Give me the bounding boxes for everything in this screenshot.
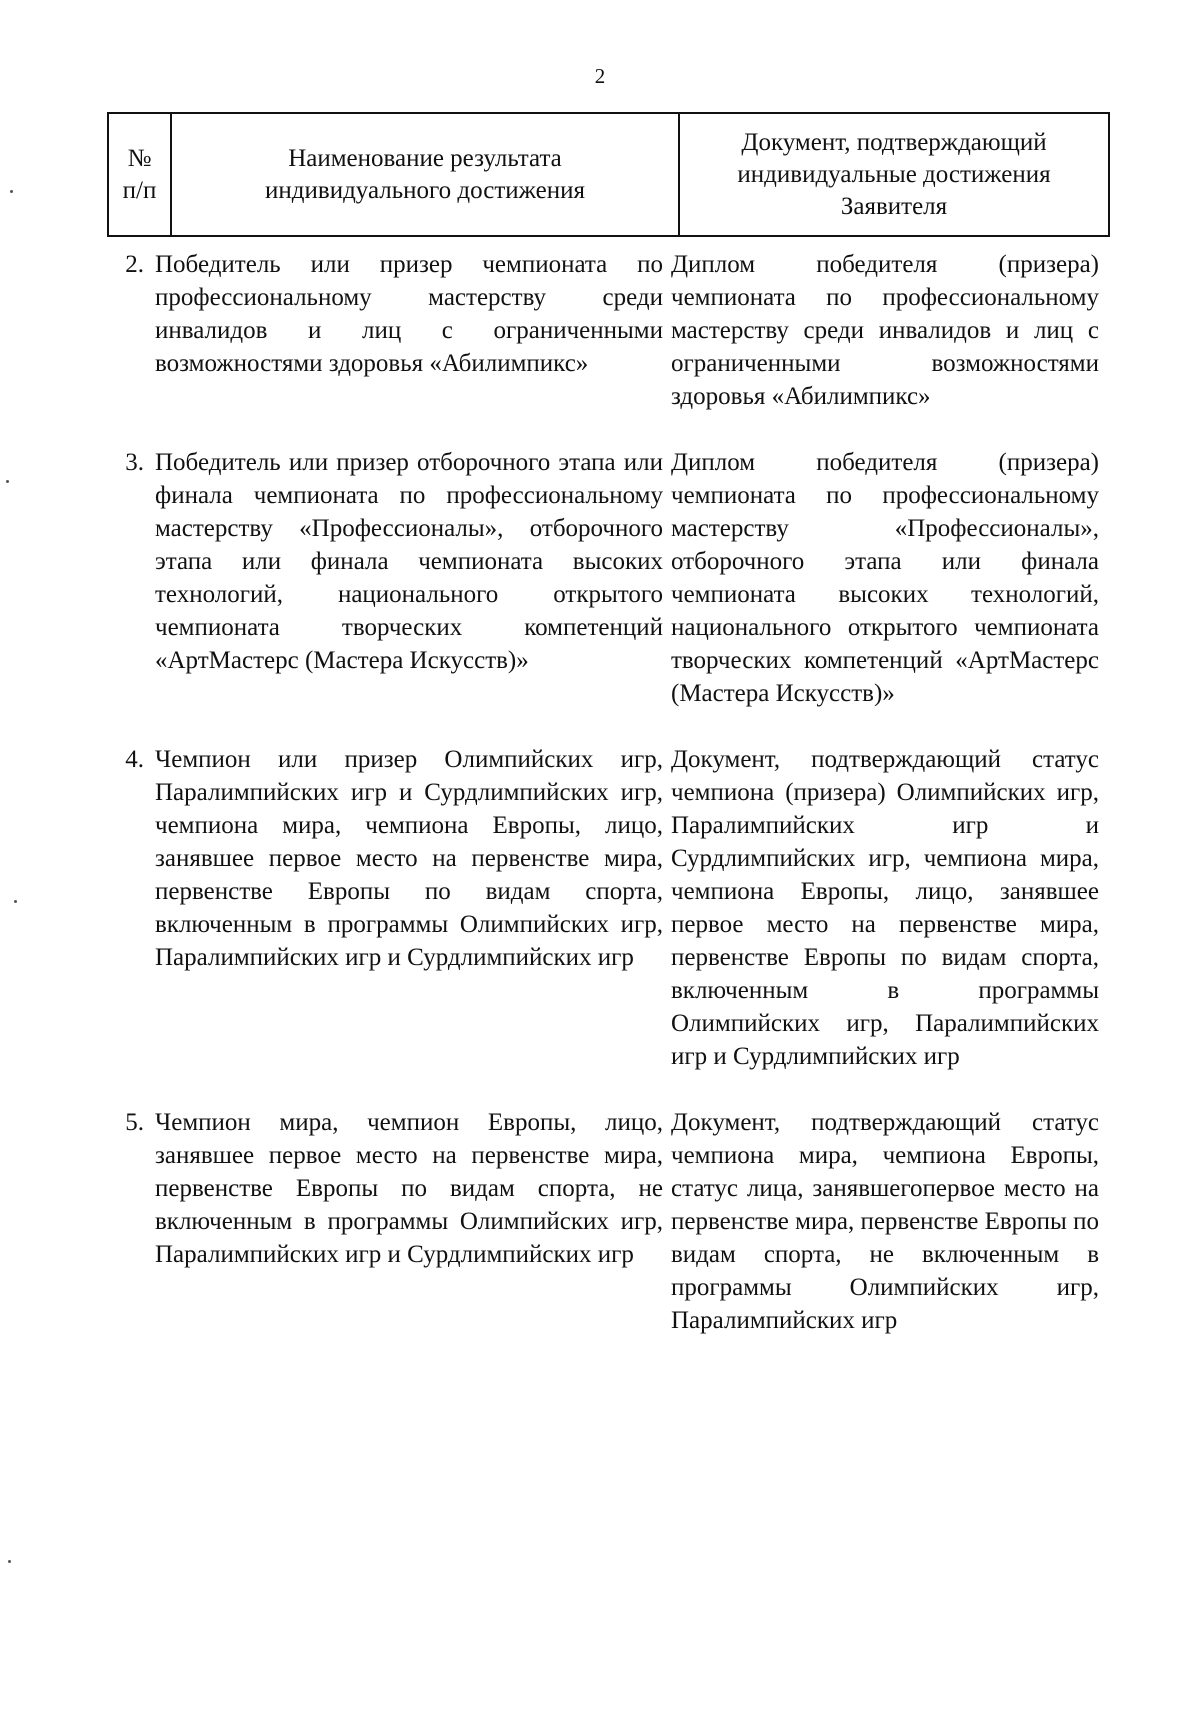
table-row <box>107 248 1110 413</box>
table-row <box>107 446 1110 710</box>
scan-speck <box>6 480 9 483</box>
row-confirming-document: Диплом победителя (призера) чемпионата по профессиональному мастерству среди инвалидов и лиц с ограниченными возможностями здоровья «Абилимпикс» <box>671 251 1099 410</box>
scan-speck <box>8 1560 11 1563</box>
table-body <box>107 248 1110 1337</box>
scan-speck <box>14 900 17 903</box>
row-number: 3. <box>125 449 144 476</box>
row-number: 5. <box>125 1109 144 1136</box>
page-number: 2 <box>594 64 606 88</box>
table-header <box>107 112 1110 237</box>
header-confirming-document: Документ, подтверждающий индивидуальные достижения Заявителя <box>737 128 1051 220</box>
row-confirming-document: Документ, подтверждающий статус чемпиона мира, чемпиона Европы, статус лица, занявшегопервое место на первенстве мира, первенстве Европы по видам спорта, не включенным в программы Олимпийских игр, Паралимпийских игр <box>671 1109 1099 1334</box>
header-number: № п/п <box>109 114 172 235</box>
row-achievement-name: Чемпион или призер Олимпийских игр, Паралимпийских игр и Сурдлимпийских игр, чемпиона мира, чемпиона Европы, лицо, занявшее первое место на первенстве мира, первенстве Европы по видам спорта, включенным в программы Олимпийских игр, Паралимпийских игр и Сурдлимпийских игр <box>155 746 663 971</box>
header-achievement-name: Наименование результата индивидуального достижения <box>172 114 680 235</box>
row-number: 2. <box>125 251 144 278</box>
row-number: 4. <box>125 746 144 773</box>
row-achievement-name: Победитель или призер чемпионата по профессиональному мастерству среди инвалидов и лиц с ограниченными возможностями здоровья «Абилимпикс» <box>155 251 663 377</box>
table-row <box>107 743 1110 1073</box>
table-row <box>107 1106 1110 1337</box>
row-achievement-name: Победитель или призер отборочного этапа или финала чемпионата по профессиональному мастерству «Профессионалы», отборочного этапа или финала чемпионата высоких технологий, национального открытого чемпионата творческих компетенций «АртМастерс (Мастера Искусств)» <box>155 449 663 674</box>
scan-speck <box>10 190 13 193</box>
row-confirming-document: Диплом победителя (призера) чемпионата по профессиональному мастерству «Профессионалы», отборочного этапа или финала чемпионата высоких технологий, национального открытого чемпионата творческих компетенций «АртМастерс (Мастера Искусств)» <box>671 449 1099 707</box>
row-achievement-name: Чемпион мира, чемпион Европы, лицо, занявшее первое место на первенстве мира, первенстве Европы по видам спорта, не включенным в программы Олимпийских игр, Паралимпийских игр и Сурдлимпийских игр <box>155 1109 663 1268</box>
row-confirming-document: Документ, подтверждающий статус чемпиона (призера) Олимпийских игр, Паралимпийских игр и Сурдлимпийских игр, чемпиона мира, чемпиона Европы, лицо, занявшее первое место на первенстве мира, первенстве Европы по видам спорта, включенным в программы Олимпийских игр, Паралимпийских игр и Сурдлимпийских игр <box>671 746 1099 1070</box>
